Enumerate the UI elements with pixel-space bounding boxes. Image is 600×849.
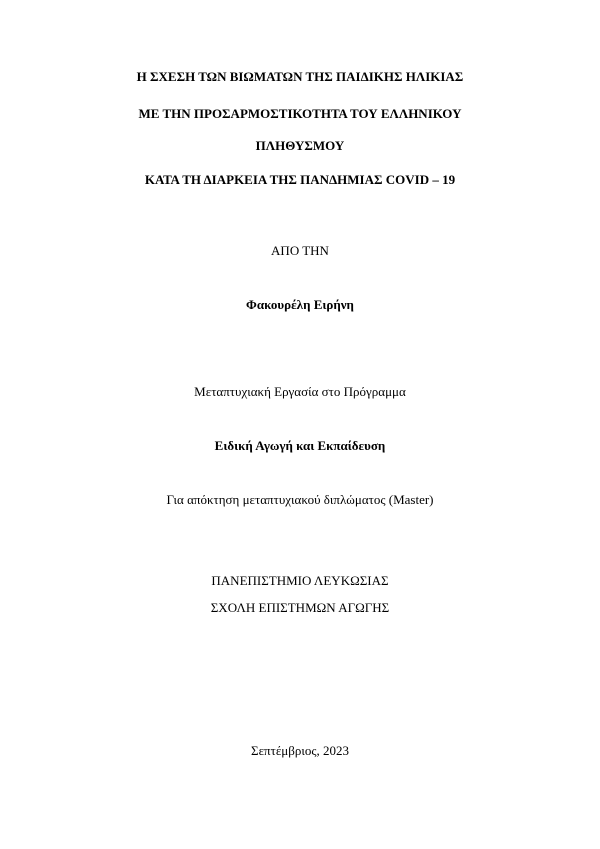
submission-date: Σεπτέμβριος, 2023 bbox=[251, 743, 349, 758]
author-name: Φακουρέλη Ειρήνη bbox=[246, 297, 354, 312]
university-name: ΠΑΝΕΠΙΣΤΗΜΙΟ ΛΕΥΚΩΣΙΑΣ bbox=[211, 573, 389, 588]
thesis-type: Μεταπτυχιακή Εργασία στο Πρόγραμμα bbox=[194, 384, 406, 399]
title-line-1: Η ΣΧΕΣΗ ΤΩΝ ΒΙΩΜΑΤΩΝ ΤΗΣ ΠΑΙΔΙΚΗΣ ΗΛΙΚΙΑΣ bbox=[136, 69, 464, 84]
program-name: Ειδική Αγωγή και Εκπαίδευση bbox=[214, 438, 386, 453]
title-line-4: ΚΑΤΑ ΤΗ ΔΙΑΡΚΕΙΑ ΤΗΣ ΠΑΝΔΗΜΙΑΣ COVID – 19 bbox=[144, 172, 456, 187]
school-name: ΣΧΟΛΗ ΕΠΙΣΤΗΜΩΝ ΑΓΩΓΗΣ bbox=[210, 600, 390, 615]
degree-purpose: Για απόκτηση μεταπτυχιακού διπλώματος (Master) bbox=[166, 492, 434, 507]
by-label: ΑΠΟ ΤΗΝ bbox=[271, 243, 329, 258]
title-line-2: ΜΕ ΤΗΝ ΠΡΟΣΑΡΜΟΣΤΙΚΟΤΗΤΑ ΤΟΥ ΕΛΛΗΝΙΚΟΥ bbox=[138, 106, 462, 121]
title-line-3: ΠΛΗΘΥΣΜΟΥ bbox=[255, 138, 345, 153]
